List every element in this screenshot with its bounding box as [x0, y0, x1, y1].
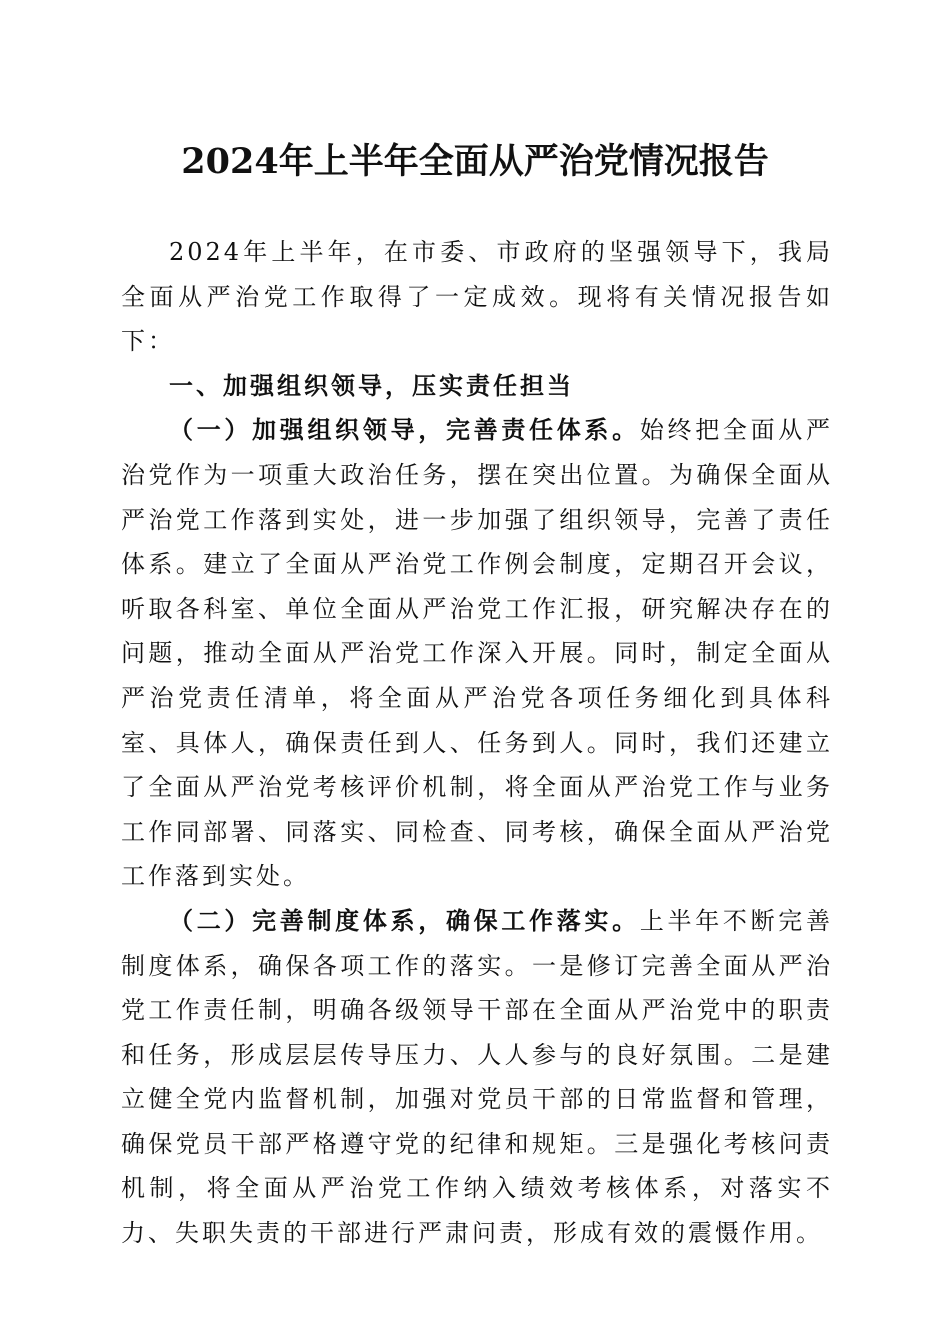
subsection-1-lead: （一）加强组织领导，完善责任体系。	[169, 415, 640, 445]
subsection-2-paragraph	[121, 899, 833, 1256]
section-1-heading: 一、加强组织领导，压实责任担当	[169, 371, 574, 400]
subsection-2-text: 上半年不断完善制度体系，确保各项工作的落实。一是修订完善全面从严治党工作责任制，明确各级领导干部在全面从严治党中的职责和任务，形成层层传导压力、人人参与的良好氛围。二是建立健全党内监督机制，加强对党员干部的日常监督和管理，确保党员干部严格遵守党的纪律和规矩。三是强化考核问责机制，将全面从严治党工作纳入绩效考核体系，对落实不力、失职失责的干部进行严肃问责，形成有效的震慑作用。	[121, 906, 834, 1248]
subsection-1-paragraph	[121, 408, 833, 899]
subsection-1-text: 始终把全面从严治党作为一项重大政治任务，摆在突出位置。为确保全面从严治党工作落到实处，进一步加强了组织领导，完善了责任体系。建立了全面从严治党工作例会制度，定期召开会议，听取各科室、单位全面从严治党工作汇报，研究解决存在的问题，推动全面从严治党工作深入开展。同时，制定全面从严治党责任清单，将全面从严治党各项任务细化到具体科室、具体人，确保责任到人、任务到人。同时，我们还建立了全面从严治党考核评价机制，将全面从严治党工作与业务工作同部署、同落实、同检查、同考核，确保全面从严治党工作落到实处。	[121, 416, 834, 891]
intro-paragraph: 2024年上半年，在市委、市政府的坚强领导下，我局全面从严治党工作取得了一定成效。现将有关情况报告如下：	[121, 238, 833, 356]
subsection-2-lead: （二）完善制度体系，确保工作落实。	[169, 905, 640, 935]
document-body	[121, 230, 833, 1256]
document-title: 2024年上半年全面从严治党情况报告	[181, 141, 769, 182]
